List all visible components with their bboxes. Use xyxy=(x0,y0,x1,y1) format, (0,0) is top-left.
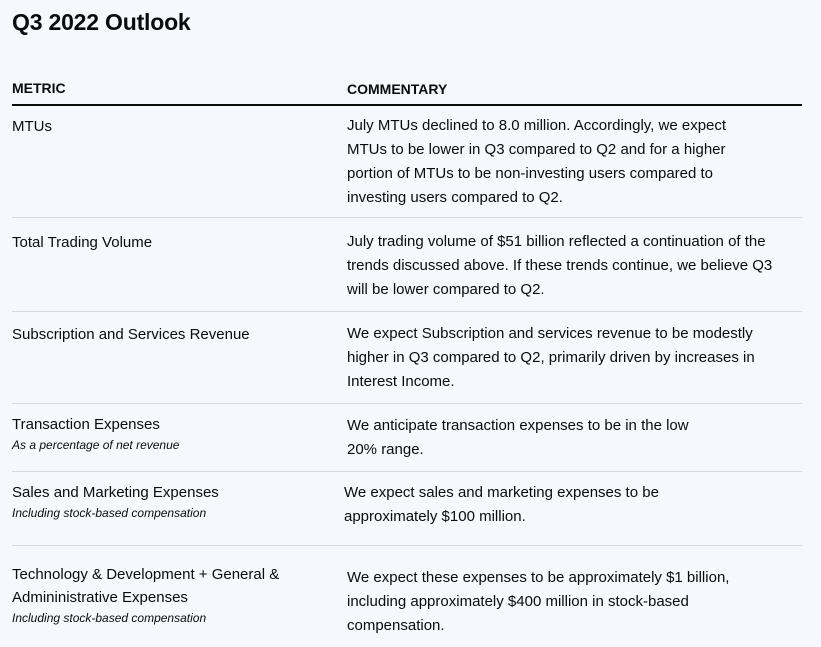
metric-cell xyxy=(12,481,312,521)
metric-label: Technology & Development + General & Admininistrative Expenses xyxy=(12,566,280,606)
table-row-tech-dev-ga-expenses xyxy=(12,546,802,646)
page-title: Q3 2022 Outlook xyxy=(12,9,191,35)
commentary-cell: We expect sales and marketing expenses to be approximately $100 million. xyxy=(344,484,659,525)
metric-label: Sales and Marketing Expenses xyxy=(12,484,219,501)
commentary-column-header: COMMENTARY xyxy=(347,81,448,97)
metric-cell xyxy=(12,563,302,626)
commentary-cell: We anticipate transaction expenses to be in the low 20% range. xyxy=(347,417,689,458)
metric-label: MTUs xyxy=(12,118,52,135)
metric-cell xyxy=(12,413,312,453)
commentary-cell: July MTUs declined to 8.0 million. Accordingly, we expect MTUs to be lower in Q3 compared to Q2 and for a higher portion of MTUs to be non-investing users compared to investing users compared to Q2. xyxy=(347,117,727,206)
metric-sublabel: Including stock-based compensation xyxy=(12,506,207,520)
table-row-total-trading-volume xyxy=(12,218,802,312)
metric-cell xyxy=(12,231,312,254)
table-row-transaction-expenses xyxy=(12,404,802,472)
metric-cell xyxy=(12,323,312,346)
table-row-sales-marketing-expenses xyxy=(12,472,802,546)
metric-sublabel: As a percentage of net revenue xyxy=(12,438,180,452)
metric-label: Subscription and Services Revenue xyxy=(12,326,250,343)
table-row-mtus xyxy=(12,106,802,218)
metric-column-header: METRIC xyxy=(12,80,66,96)
table-header xyxy=(12,78,802,106)
metric-label: Transaction Expenses xyxy=(12,416,160,433)
commentary-cell: We expect these expenses to be approximately $1 billion, including approximately $400 million in stock-based compensation. xyxy=(347,569,730,634)
table-row-subscription-services-revenue xyxy=(12,312,802,404)
commentary-cell: We expect Subscription and services revenue to be modestly higher in Q3 compared to Q2, primarily driven by increases in Interest Income. xyxy=(347,325,755,390)
commentary-cell: July trading volume of $51 billion reflected a continuation of the trends discussed above. If these trends continue, we believe Q3 will be lower compared to Q2. xyxy=(347,233,773,298)
metric-cell xyxy=(12,115,312,138)
metric-sublabel: Including stock-based compensation xyxy=(12,611,207,625)
metric-label: Total Trading Volume xyxy=(12,234,153,251)
